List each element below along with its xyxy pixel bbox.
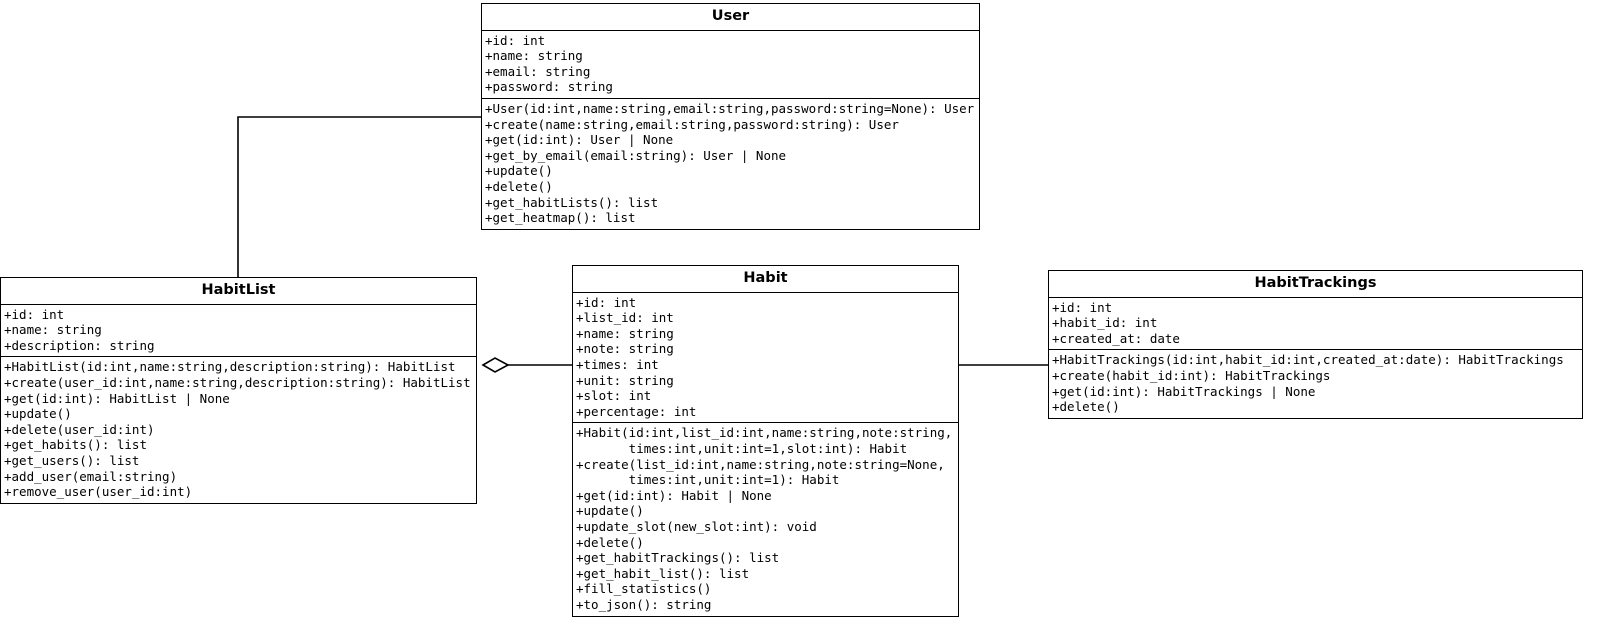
method-row: +create(habit_id:int): HabitTrackings [1052,368,1331,384]
uml-class-user-attributes [482,31,979,99]
method-row: +fill_statistics() [576,581,712,597]
method-row: +update_slot(new_slot:int): void [576,518,817,534]
method-row: +get(id:int): HabitList | None [4,390,230,406]
uml-class-habittrackings-title: HabitTrackings [1049,271,1582,298]
method-row: +get_users(): list [4,453,140,469]
method-row: +get_habits(): list [4,437,147,453]
method-row: +get_habitLists(): list [485,194,659,210]
method-row: +HabitTrackings(id:int,habit_id:int,created_at:date): HabitTrackings [1052,352,1564,368]
method-row: +create(list_id:int,name:string,note:string=None, [576,456,945,472]
uml-class-user-title: User [482,4,979,31]
method-row: +get(id:int): Habit | None [576,487,772,503]
attribute-row: +email: string [485,63,591,79]
method-row: +HabitList(id:int,name:string,description:string): HabitList [4,359,456,375]
attribute-row: +id: int [1052,299,1113,315]
attribute-row: +name: string [576,325,674,341]
method-row: +delete() [1052,399,1120,415]
method-row: +update() [576,503,644,519]
method-row: +create(name:string,email:string,password:string): User [485,116,899,132]
aggregation-diamond [483,358,508,372]
uml-class-habitlist-methods [1,357,476,502]
method-row: +get_habitTrackings(): list [576,550,780,566]
attribute-row: +created_at: date [1052,330,1180,346]
method-row: +get_by_email(email:string): User | None [485,147,787,163]
uml-class-habittrackings[interactable] [1048,270,1583,419]
method-row: +User(id:int,name:string,email:string,password:string=None): User [485,101,975,117]
uml-class-habit-methods [573,423,958,615]
method-row: +delete() [485,179,553,195]
uml-class-habitlist-attributes [1,305,476,358]
uml-class-habit-title: Habit [573,266,958,293]
method-row: times:int,unit:int=1): Habit [576,472,840,488]
attribute-row: +name: string [485,48,583,64]
attribute-row: +percentage: int [576,403,697,419]
method-row: +update() [485,163,553,179]
attribute-row: +habit_id: int [1052,315,1158,331]
edge-user-habitlist [238,117,481,277]
method-row: +add_user(email:string) [4,468,178,484]
uml-class-habitlist-title: HabitList [1,278,476,305]
attribute-row: +id: int [576,294,637,310]
uml-class-habittrackings-methods [1049,350,1582,417]
attribute-row: +name: string [4,322,102,338]
uml-class-habittrackings-attributes [1049,298,1582,351]
method-row: +get_habit_list(): list [576,565,750,581]
method-row: +get_heatmap(): list [485,210,636,226]
attribute-row: +description: string [4,337,155,353]
method-row: +delete() [576,534,644,550]
method-row: +create(user_id:int,name:string,description:string): HabitList [4,375,471,391]
attribute-row: +slot: int [576,388,652,404]
uml-class-habit-attributes [573,293,958,424]
method-row: +to_json(): string [576,596,712,612]
method-row: times:int,unit:int=1,slot:int): Habit [576,441,908,457]
attribute-row: +unit: string [576,372,674,388]
method-row: +remove_user(user_id:int) [4,484,193,500]
uml-class-habitlist[interactable] [0,277,477,504]
attribute-row: +id: int [4,306,65,322]
attribute-row: +id: int [485,32,546,48]
attribute-row: +password: string [485,79,613,95]
method-row: +get(id:int): HabitTrackings | None [1052,383,1316,399]
method-row: +get(id:int): User | None [485,132,674,148]
attribute-row: +list_id: int [576,310,674,326]
method-row: +delete(user_id:int) [4,421,155,437]
method-row: +Habit(id:int,list_id:int,name:string,note:string, [576,425,953,441]
attribute-row: +times: int [576,357,659,373]
uml-class-user[interactable] [481,3,980,230]
uml-class-habit[interactable] [572,265,959,617]
uml-class-user-methods [482,99,979,229]
attribute-row: +note: string [576,341,674,357]
method-row: +update() [4,406,72,422]
